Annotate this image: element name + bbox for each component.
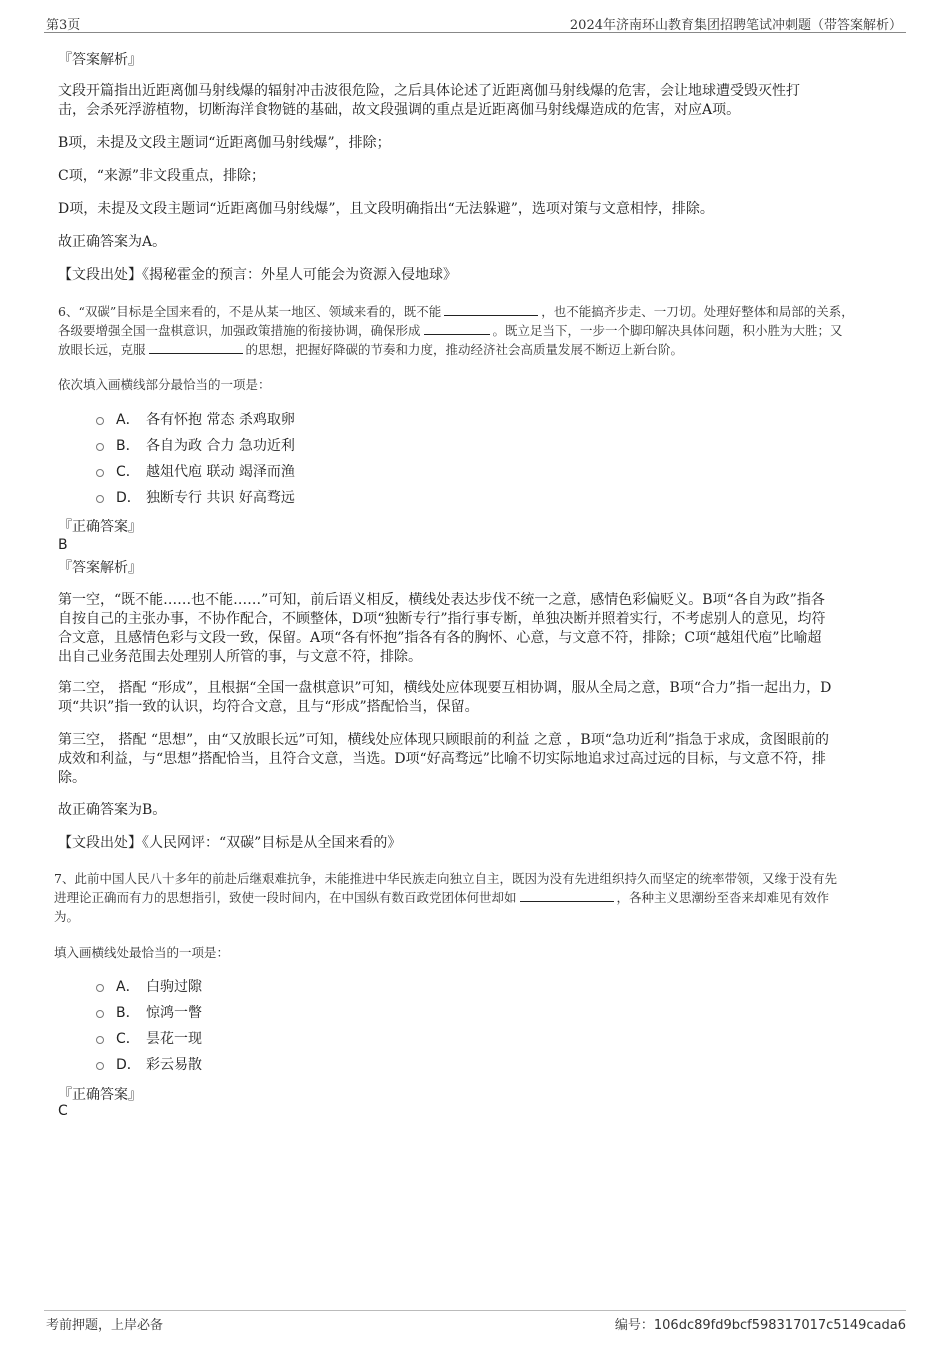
blank-line [424, 322, 490, 335]
document-code: 编号：106dc89fd9bcf598317017c5149cada6 [614, 1318, 906, 1333]
text-line: 为。 [54, 909, 80, 924]
analysis-label: 『答案解析』 [58, 560, 142, 576]
analysis-option-c: C项，“来源”非文段重点，排除； [58, 168, 266, 184]
analysis-blank-2 [58, 679, 831, 717]
footer-slogan: 考前押题，上岸必备 [46, 1318, 164, 1333]
correct-answer: C [58, 1103, 68, 1119]
correct-answer: B [58, 537, 68, 553]
question-6-prompt: 依次填入画横线部分最恰当的一项是： [58, 377, 271, 392]
radio-icon[interactable] [96, 1010, 104, 1018]
page-number: 第3页 [46, 18, 81, 33]
analysis-option-b: B项，未提及文段主题词“近距离伽马射线爆”，排除； [58, 135, 391, 151]
radio-icon[interactable] [96, 495, 104, 503]
conclusion: 故正确答案为B。 [58, 802, 167, 818]
radio-icon[interactable] [96, 1062, 104, 1070]
radio-icon[interactable] [96, 469, 104, 477]
text-line: 7、此前中国人民八十多年的前赴后继艰难抗争，未能推进中华民族走向独立自主，既因为没有先进组织持久而坚定的统率带领，又缘于没有先 [54, 871, 837, 886]
question-6-stem [58, 302, 898, 359]
text-line: 6、“双碳”目标是全国来看的，不是从某一地区、领域来看的，既不能 ，也不能搞齐步走、一刀切。处理好整体和局部的关系， [58, 304, 854, 319]
document-title: 2024年济南环山教育集团招聘笔试冲刺题（带答案解析） [569, 18, 902, 33]
text-line: 自按自己的主张办事，不协作配合，不顾整体，D项“独断专行”指行事专断，单独决断并照着实行，不考虑别人的意见，均符 [58, 611, 826, 627]
analysis-option-d: D项，未提及文段主题词“近距离伽马射线爆”，且文段明确指出“无法躲避”，选项对策与文意相悖，排除。 [58, 201, 714, 217]
text-line: 击，会杀死浮游植物，切断海洋食物链的基础，故文段强调的重点是近距离伽马射线爆造成的危害，对应A项。 [58, 102, 741, 118]
text-line: 合文意，且感情色彩与文段一致，保留。A项“各有怀抱”指各有各的胸怀、心意，与文意不符，排除；C项“越俎代庖”比喻超 [58, 630, 822, 646]
analysis-blank-1 [58, 591, 826, 667]
text-line: 成效和利益，与“思想”搭配恰当，且符合文意，当选。D项“好高骛远”比喻不切实际地追求过高过远的目标，与文意不符，排 [58, 751, 826, 767]
radio-icon[interactable] [96, 1036, 104, 1044]
radio-icon[interactable] [96, 443, 104, 451]
text-line: 第三空， 搭配 “思想”，由“又放眼长远”可知，横线处应体现只顾眼前的利益 之意 ，B项“急功近利”指急于求成，贪图眼前的 [58, 732, 830, 748]
analysis-paragraph [58, 82, 800, 120]
text-line: 进理论正确而有力的思想指引，致使一段时间内，在中国纵有数百政党团体何世却如 ，各种主义思潮纷至沓来却难见有效作 [54, 890, 830, 905]
text-line: 放眼长远，克服 的思想，把握好降碳的节奏和力度，推动经济社会高质量发展不断迈上新台阶。 [58, 342, 684, 357]
page-header [44, 12, 906, 33]
page-footer [44, 1310, 906, 1333]
blank-line [149, 341, 243, 354]
radio-icon[interactable] [96, 984, 104, 992]
correct-answer-label: 『正确答案』 [58, 1087, 142, 1103]
text-line: 文段开篇指出近距离伽马射线爆的辐射冲击波很危险，之后具体论述了近距离伽马射线爆的危害，会让地球遭受毁灭性打 [58, 83, 800, 99]
blank-line [444, 303, 538, 316]
text-line: 第一空，“既不能……也不能……”可知，前后语义相反，横线处表达步伐不统一之意，感情色彩偏贬义。B项“各自为政”指各 [58, 592, 825, 608]
source: 【文段出处】《人民网评：“双碳”目标是从全国来看的》 [58, 835, 402, 851]
text-line: 除。 [58, 770, 86, 786]
blank-line [520, 889, 614, 902]
question-7-stem [54, 869, 900, 926]
radio-icon[interactable] [96, 417, 104, 425]
source: 【文段出处】《揭秘霍金的预言：外星人可能会为资源入侵地球》 [58, 267, 457, 283]
text-line: 各级要增强全国一盘棋意识，加强政策措施的衔接协调，确保形成 。既立足当下，一步一个脚印解决具体问题，积小胜为大胜；又 [58, 323, 843, 338]
text-line: 出自己业务范围去处理别人所管的事，与文意不符，排除。 [58, 649, 422, 665]
conclusion: 故正确答案为A。 [58, 234, 167, 250]
correct-answer-label: 『正确答案』 [58, 519, 142, 535]
analysis-blank-3 [58, 731, 829, 788]
text-line: 第二空， 搭配 “形成”，且根据“全国一盘棋意识”可知，横线处应体现要互相协调，服从全局之意，B项“合力”指一起出力，D [58, 680, 832, 696]
text-line: 项“共识”指一致的认识，均符合文意，且与“形成”搭配恰当，保留。 [58, 699, 479, 715]
analysis-label: 『答案解析』 [58, 52, 142, 68]
question-7-prompt: 填入画横线处最恰当的一项是： [54, 945, 230, 960]
